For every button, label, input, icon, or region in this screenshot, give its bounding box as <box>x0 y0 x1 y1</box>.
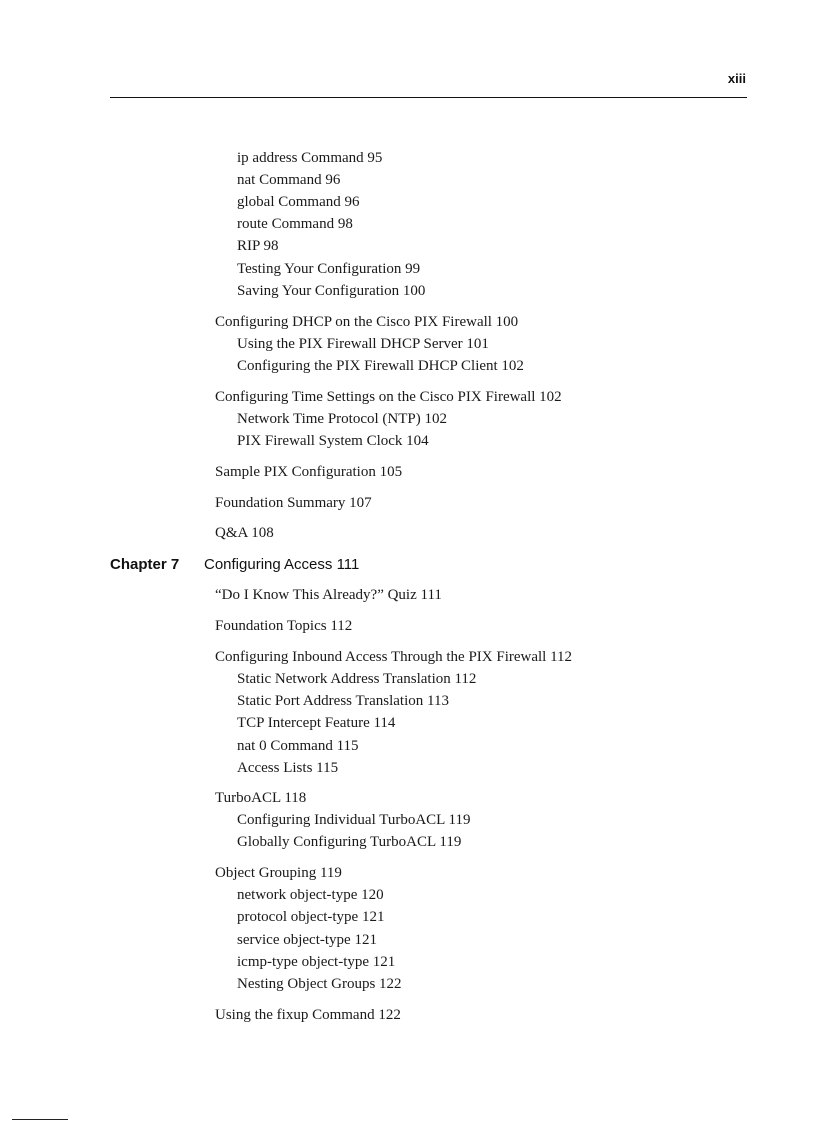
toc-entry: nat 0 Command 115 <box>237 738 359 754</box>
page-number: xiii <box>727 71 746 86</box>
toc-entry: Configuring the PIX Firewall DHCP Client 102 <box>237 358 524 374</box>
toc-heading: Foundation Summary 107 <box>215 495 372 511</box>
toc-entry: Static Port Address Translation 113 <box>237 693 449 709</box>
chapter-label: Chapter 7 <box>110 556 180 573</box>
toc-heading: Sample PIX Configuration 105 <box>215 464 403 480</box>
toc-entry: Testing Your Configuration 99 <box>237 261 421 277</box>
toc-entry: global Command 96 <box>237 194 360 210</box>
header-rule <box>110 97 747 98</box>
toc-heading: Configuring Inbound Access Through the PIX Firewall 112 <box>215 649 573 665</box>
toc-entry: nat Command 96 <box>237 172 341 188</box>
toc-heading: Configuring DHCP on the Cisco PIX Firewall 100 <box>215 314 519 330</box>
toc-entry: Saving Your Configuration 100 <box>237 283 426 299</box>
toc-entry: Configuring Individual TurboACL 119 <box>237 812 471 828</box>
toc-heading: “Do I Know This Already?” Quiz 111 <box>215 587 442 603</box>
toc-heading: Configuring Time Settings on the Cisco PIX Firewall 102 <box>215 389 562 405</box>
toc-entry: route Command 98 <box>237 216 353 232</box>
toc-entry: TCP Intercept Feature 114 <box>237 715 396 731</box>
toc-heading: Using the fixup Command 122 <box>215 1007 401 1023</box>
toc-entry: Nesting Object Groups 122 <box>237 976 402 992</box>
toc-entry: Using the PIX Firewall DHCP Server 101 <box>237 336 489 352</box>
toc-entry: network object-type 120 <box>237 887 384 903</box>
toc-entry: Globally Configuring TurboACL 119 <box>237 834 462 850</box>
toc-entry: Access Lists 115 <box>237 760 339 776</box>
toc-entry: service object-type 121 <box>237 932 377 948</box>
toc-entry: Network Time Protocol (NTP) 102 <box>237 411 447 427</box>
footer-rule <box>12 1119 68 1120</box>
toc-heading: Object Grouping 119 <box>215 865 342 881</box>
chapter-title: Configuring Access 111 <box>204 556 360 573</box>
toc-entry: Static Network Address Translation 112 <box>237 671 477 687</box>
toc-heading: Q&A 108 <box>215 525 274 541</box>
toc-entry: protocol object-type 121 <box>237 909 385 925</box>
toc-heading: TurboACL 118 <box>215 790 307 806</box>
toc-entry: icmp-type object-type 121 <box>237 954 396 970</box>
toc-entry: RIP 98 <box>237 238 279 254</box>
toc-entry: PIX Firewall System Clock 104 <box>237 433 429 449</box>
toc-entry: ip address Command 95 <box>237 150 383 166</box>
toc-heading: Foundation Topics 112 <box>215 618 353 634</box>
